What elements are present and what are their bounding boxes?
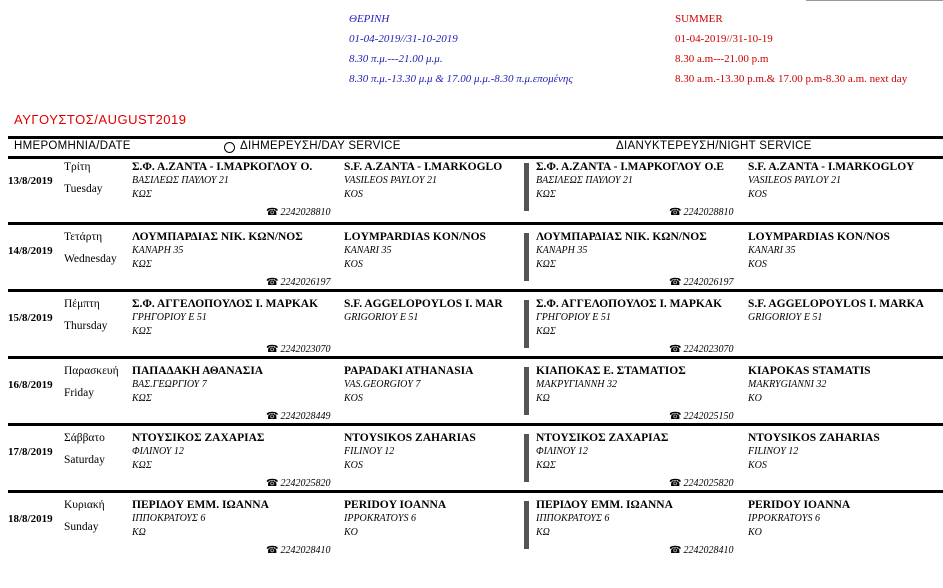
phone-icon: ☎	[669, 411, 682, 422]
pharmacy-name: NTOYSIKOS ZAHARIAS	[748, 432, 880, 444]
greek-valid-value: 01-04-2019//31-10-2019	[349, 33, 458, 45]
day-pharmacy-greek	[132, 365, 338, 404]
pharmacy-address: IPPOKRATOYS 6	[748, 513, 820, 524]
pharmacy-city: KO	[748, 393, 762, 404]
pharmacy-name: LOYMPARDIAS KON/NOS	[344, 231, 486, 243]
row-day-greek: Παρασκευή	[64, 365, 119, 377]
pharmacy-name: ΚΙΑΠΟΚΑΣ Ε. ΣΤΑΜΑΤΙΟΣ	[536, 365, 686, 377]
phone-number: 2242028410	[683, 545, 734, 556]
phone-icon: ☎	[669, 277, 682, 288]
pharmacy-city: KO	[748, 527, 762, 538]
phone-number: 2242028410	[280, 545, 331, 556]
night-service-column-header: ΔΙΑΝΥΚΤΕΡΕΥΣΗ/NIGHT SERVICE	[616, 140, 812, 152]
pharmacy-city: ΚΩΣ	[132, 326, 152, 337]
pharmacy-city: ΚΩΣ	[536, 460, 556, 471]
day-service-column-header: ΔΙΗΜΕΡΕΥΣΗ/DAY SERVICE	[240, 140, 401, 152]
day-pharmacy-greek	[132, 298, 338, 337]
table-row	[8, 222, 943, 292]
night-pharmacy-english	[748, 231, 942, 270]
pharmacy-name: Σ.Φ. Α.ΖΑΝΤΑ - Ι.ΜΑΡΚΟΓΛΟΥ Ο.	[132, 161, 313, 173]
night-pharmacy-greek	[536, 161, 746, 200]
night-pharmacy-greek	[536, 231, 746, 270]
date-column-header: ΗΜΕΡΟΜΗΝΙΑ/DATE	[14, 140, 131, 152]
pharmacy-address: ΦΙΛΙΝΟΥ 12	[132, 446, 184, 457]
pharmacy-city: KOS	[344, 259, 363, 270]
table-row	[8, 423, 943, 493]
day-pharmacy-english	[344, 231, 520, 270]
pharmacy-address: ΓΡΗΓΟΡΙΟΥ Ε 51	[132, 312, 207, 323]
pharmacy-city: ΚΩΣ	[132, 460, 152, 471]
night-pharmacy-english	[748, 298, 942, 326]
pharmacy-address: ΜΑΚΡΥΓΙΑΝΝΗ 32	[536, 379, 617, 390]
pharmacy-city: ΚΩ	[132, 527, 146, 538]
day-phone	[266, 344, 330, 355]
pharmacy-address: VASILEOS PAYLOY 21	[748, 175, 841, 186]
phone-icon: ☎	[266, 545, 279, 556]
phone-number: 2242025820	[280, 478, 331, 489]
english-period-value: SUMMER	[675, 13, 723, 25]
row-day-greek: Σάββατο	[64, 432, 105, 444]
pharmacy-address: KANARI 35	[748, 245, 796, 256]
pharmacy-address: ΙΠΠΟΚΡΑΤΟΥΣ 6	[132, 513, 206, 524]
pharmacy-city: KOS	[748, 460, 767, 471]
row-date: 15/8/2019	[8, 312, 53, 324]
column-divider	[524, 233, 529, 281]
column-divider	[524, 434, 529, 482]
phone-icon: ☎	[669, 545, 682, 556]
night-phone	[669, 411, 733, 422]
phone-icon: ☎	[266, 411, 279, 422]
phone-icon: ☎	[266, 478, 279, 489]
pharmacy-city: ΚΩΣ	[132, 259, 152, 270]
row-day-english: Friday	[64, 387, 95, 399]
pharmacy-city: ΚΩΣ	[536, 189, 556, 200]
day-pharmacy-english	[344, 365, 520, 404]
column-divider	[524, 300, 529, 348]
row-day-english: Sunday	[64, 521, 99, 533]
pharmacy-city: KOS	[748, 189, 767, 200]
pharmacy-address: IPPOKRATOYS 6	[344, 513, 416, 524]
day-pharmacy-greek	[132, 499, 338, 538]
night-pharmacy-greek	[536, 365, 746, 404]
column-divider	[524, 163, 529, 211]
pharmacy-city: KOS	[344, 460, 363, 471]
table-row	[8, 289, 943, 359]
phone-icon: ☎	[669, 478, 682, 489]
row-day-english: Saturday	[64, 454, 105, 466]
pharmacy-address: VASILEOS PAYLOY 21	[344, 175, 437, 186]
pharmacy-name: Σ.Φ. ΑΓΓΕΛΟΠΟΥΛΟΣ Ι. ΜΑΡΚΑΚ	[536, 298, 723, 310]
pharmacy-name: S.F. AGGELOPOYLOS I. MARKA	[748, 298, 924, 310]
day-phone	[266, 411, 330, 422]
pharmacy-city: ΚΩ	[536, 527, 550, 538]
pharmacy-address: FILINOY 12	[344, 446, 395, 457]
pharmacy-name: KIAPOKAS STAMATIS	[748, 365, 871, 377]
row-date: 13/8/2019	[8, 175, 53, 187]
night-phone	[669, 545, 733, 556]
pharmacy-name: ΝΤΟΥΣΙΚΟΣ ΖΑΧΑΡΙΑΣ	[132, 432, 265, 444]
pharmacy-address: ΦΙΛΙΝΟΥ 12	[536, 446, 588, 457]
phone-icon: ☎	[669, 344, 682, 355]
pharmacy-address: MAKRYGIANNI 32	[748, 379, 827, 390]
pharmacy-name: PAPADAKI ATHANASIA	[344, 365, 474, 377]
day-pharmacy-english	[344, 161, 520, 200]
pharmacy-name: Σ.Φ. Α.ΖΑΝΤΑ - Ι.ΜΑΡΚΟΓΛΟΥ Ο.Ε	[536, 161, 724, 173]
pharmacy-name: Σ.Φ. ΑΓΓΕΛΟΠΟΥΛΟΣ Ι. ΜΑΡΚΑΚ	[132, 298, 319, 310]
table-row	[8, 356, 943, 426]
greek-night-service-value: 8.30 π.μ.-13.30 μ.μ & 17.00 μ.μ.-8.30 π.μ.επομένης	[349, 73, 573, 85]
row-day-greek: Τετάρτη	[64, 231, 103, 243]
pharmacy-name: S.F. A.ZANTA - I.MARKOGLOY	[748, 161, 915, 173]
day-phone	[266, 478, 330, 489]
greek-day-service-value: 8.30 π.μ.---21.00 μ.μ.	[349, 53, 443, 65]
day-phone	[266, 545, 330, 556]
night-phone	[669, 207, 733, 218]
night-pharmacy-english	[748, 365, 942, 404]
night-pharmacy-english	[748, 499, 942, 538]
phone-icon: ☎	[266, 277, 279, 288]
phone-number: 2242028810	[683, 207, 734, 218]
pharmacy-city: ΚΩΣ	[132, 393, 152, 404]
phone-number: 2242026197	[280, 277, 331, 288]
row-date: 14/8/2019	[8, 245, 53, 257]
phone-number: 2242025150	[683, 411, 734, 422]
phone-icon: ☎	[266, 344, 279, 355]
column-divider	[524, 501, 529, 549]
table-row	[8, 155, 943, 222]
day-phone	[266, 277, 330, 288]
night-pharmacy-greek	[536, 298, 746, 337]
phone-number: 2242023070	[683, 344, 734, 355]
row-date: 17/8/2019	[8, 446, 53, 458]
pharmacy-address: GRIGORIOY E 51	[344, 312, 419, 323]
pharmacy-address: ΒΑΣΙΛΕΩΣ ΠΑΥΛΟΥ 21	[536, 175, 633, 186]
night-pharmacy-greek	[536, 432, 746, 471]
english-day-service-value: 8.30 a.m---21.00 p.m	[675, 53, 769, 65]
pharmacy-name: ΝΤΟΥΣΙΚΟΣ ΖΑΧΑΡΙΑΣ	[536, 432, 669, 444]
pharmacy-address: ΒΑΣ.ΓΕΩΡΓΙΟΥ 7	[132, 379, 207, 390]
pharmacy-address: ΒΑΣΙΛΕΩΣ ΠΑΥΛΟΥ 21	[132, 175, 229, 186]
day-pharmacy-english	[344, 298, 520, 326]
day-pharmacy-greek	[132, 432, 338, 471]
pharmacy-city: ΚΩΣ	[132, 189, 152, 200]
pharmacy-name: PERIDOY IOANNA	[748, 499, 851, 511]
day-pharmacy-english	[344, 499, 520, 538]
pharmacy-address: FILINOY 12	[748, 446, 799, 457]
day-pharmacy-english	[344, 432, 520, 471]
pharmacy-city: ΚΩΣ	[536, 259, 556, 270]
pharmacy-name: S.F. AGGELOPOYLOS I. MAR	[344, 298, 503, 310]
row-day-greek: Πέμπτη	[64, 298, 100, 310]
pharmacy-city: KOS	[344, 189, 363, 200]
pharmacy-address: GRIGORIOY E 51	[748, 312, 823, 323]
row-day-english: Tuesday	[64, 183, 103, 195]
pharmacy-name: LOYMPARDIAS KON/NOS	[748, 231, 890, 243]
pharmacy-city: KOS	[344, 393, 363, 404]
night-pharmacy-english	[748, 161, 942, 200]
phone-icon: ☎	[669, 207, 682, 218]
phone-number: 2242026197	[683, 277, 734, 288]
day-pharmacy-greek	[132, 231, 338, 270]
header	[0, 0, 943, 100]
greek-period-value: ΘΕΡΙΝΗ	[349, 13, 390, 25]
row-day-english: Wednesday	[64, 253, 117, 265]
pharmacy-name: PERIDOY IOANNA	[344, 499, 447, 511]
phone-number: 2242025820	[683, 478, 734, 489]
row-day-greek: Κυριακή	[64, 499, 105, 511]
day-pharmacy-greek	[132, 161, 338, 200]
row-date: 16/8/2019	[8, 379, 53, 391]
row-date: 18/8/2019	[8, 513, 53, 525]
row-day-greek: Τρίτη	[64, 161, 91, 173]
phone-icon: ☎	[266, 207, 279, 218]
column-divider	[524, 367, 529, 415]
circle-icon	[224, 142, 235, 153]
pharmacy-name: ΠΕΡΙΔΟΥ ΕΜΜ. ΙΩΑΝΝΑ	[132, 499, 269, 511]
pharmacy-name: ΛΟΥΜΠΑΡΔΙΑΣ ΝΙΚ. ΚΩΝ/ΝΟΣ	[132, 231, 303, 243]
night-pharmacy-english	[748, 432, 942, 471]
pharmacy-name: S.F. A.ZANTA - I.MARKOGLO	[344, 161, 503, 173]
night-phone	[669, 277, 733, 288]
pharmacy-address: VAS.GEORGIOY 7	[344, 379, 421, 390]
phone-number: 2242023070	[280, 344, 331, 355]
english-night-service-value: 8.30 a.m.-13.30 p.m.& 17.00 p.m-8.30 a.m. next day	[675, 73, 908, 85]
pharmacy-address: ΙΠΠΟΚΡΑΤΟΥΣ 6	[536, 513, 610, 524]
pharmacy-address: ΚΑΝΑΡΗ 35	[132, 245, 184, 256]
pharmacy-city: ΚΩ	[536, 393, 550, 404]
pharmacy-name: ΠΕΡΙΔΟΥ ΕΜΜ. ΙΩΑΝΝΑ	[536, 499, 673, 511]
row-day-english: Thursday	[64, 320, 108, 332]
phone-number: 2242028449	[280, 411, 331, 422]
night-phone	[669, 478, 733, 489]
pharmacy-name: ΛΟΥΜΠΑΡΔΙΑΣ ΝΙΚ. ΚΩΝ/ΝΟΣ	[536, 231, 707, 243]
pharmacy-address: ΚΑΝΑΡΗ 35	[536, 245, 588, 256]
night-phone	[669, 344, 733, 355]
month-title: ΑΥΓΟΥΣΤΟΣ/AUGUST2019	[14, 112, 187, 127]
pharmacy-address: KANARI 35	[344, 245, 392, 256]
english-valid-value: 01-04-2019//31-10-19	[675, 33, 773, 45]
night-pharmacy-greek	[536, 499, 746, 538]
pharmacy-city: ΚΩΣ	[536, 326, 556, 337]
day-phone	[266, 207, 330, 218]
pharmacy-name: NTOYSIKOS ZAHARIAS	[344, 432, 476, 444]
pharmacy-name: ΠΑΠΑΔΑΚΗ ΑΘΑΝΑΣΙΑ	[132, 365, 264, 377]
pharmacy-address: ΓΡΗΓΟΡΙΟΥ Ε 51	[536, 312, 611, 323]
phone-number: 2242028810	[280, 207, 331, 218]
table-row	[8, 490, 943, 560]
pharmacy-city: KOS	[748, 259, 767, 270]
pharmacy-city: KO	[344, 527, 358, 538]
